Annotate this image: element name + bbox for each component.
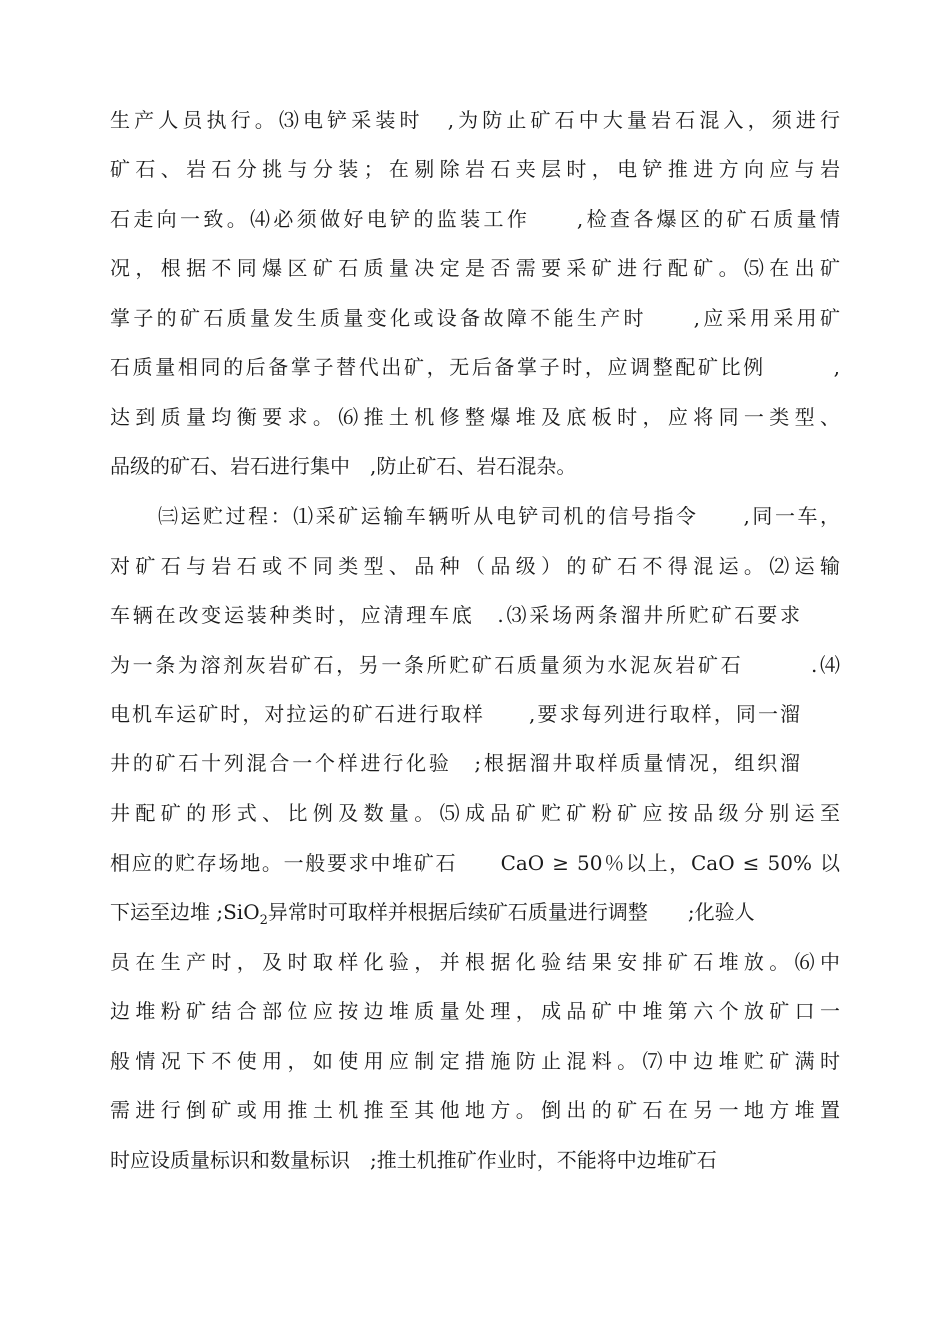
text-line: 时应设质量标识和数量标识 ;推土机推矿作业时，不能将中边堆矿石 xyxy=(110,1148,717,1172)
text-segment: 下运至边堆 ;SiO xyxy=(110,900,260,924)
text-line: 井的矿石十列混合一个样进行化验 ;根据溜井取样质量情况，组织溜 xyxy=(110,751,800,775)
text-line-with-subscript xyxy=(110,897,840,927)
text-segment: 异常时可取样并根据后续矿石质量进行调整 ;化验人 xyxy=(267,900,755,924)
text-line: 需进行倒矿或用推土机推至其他地方。倒出的矿石在另一地方堆置 xyxy=(110,1098,840,1122)
text-line: 井配矿的形式、比例及数量。⑸成品矿贮矿粉矿应按品级分别运至 xyxy=(110,801,840,825)
text-line: 生产人员执行。⑶电铲采装时 ,为防止矿石中大量岩石混入，须进行 xyxy=(110,108,840,132)
text-line: 车辆在改变运装种类时，应清理车底 .⑶采场两条溜井所贮矿石要求 xyxy=(110,603,800,627)
text-line: 般情况下不使用，如使用应制定措施防止混料。⑺中边堆贮矿满时 xyxy=(110,1049,840,1073)
text-line: 品级的矿石、岩石进行集中 ,防止矿石、岩石混杂。 xyxy=(110,454,577,478)
text-line: 达到质量均衡要求。⑹推土机修整爆堆及底板时，应将同一类型、 xyxy=(110,405,840,429)
text-line: 掌子的矿石质量发生质量变化或设备故障不能生产时 ,应采用采用矿 xyxy=(110,306,840,330)
text-line: 为一条为溶剂灰岩矿石，另一条所贮矿石质量须为水泥灰岩矿石 .⑷ xyxy=(110,653,840,677)
text-line: 对矿石与岩石或不同类型、品种（品级）的矿石不得混运。⑵运输 xyxy=(110,554,840,578)
subscript: 2 xyxy=(259,913,268,927)
text-line: 石走向一致。⑷必须做好电铲的监装工作 ,检查各爆区的矿石质量情 xyxy=(110,207,840,231)
text-line: 相应的贮存场地。一般要求中堆矿石 CaO ≥ 50％以上，CaO ≤ 50% 以 xyxy=(110,851,840,875)
text-line: 况，根据不同爆区矿石质量决定是否需要采矿进行配矿。⑸在出矿 xyxy=(110,256,840,280)
text-line: 矿石、岩石分挑与分装；在剔除岩石夹层时，电铲推进方向应与岩 xyxy=(110,157,840,181)
text-line: 员在生产时，及时取样化验，并根据化验结果安排矿石堆放。⑹中 xyxy=(110,950,840,974)
text-line: 边堆粉矿结合部位应按边堆质量处理，成品矿中堆第六个放矿口一 xyxy=(110,999,840,1023)
text-line: 石质量相同的后备掌子替代出矿，无后备掌子时，应调整配矿比例 , xyxy=(110,355,840,379)
text-line: 电机车运矿时，对拉运的矿石进行取样 ,要求每列进行取样，同一溜 xyxy=(110,702,800,726)
section-heading-line: ㈢运贮过程：⑴采矿运输车辆听从电铲司机的信号指令 ,同一车， xyxy=(158,504,840,528)
